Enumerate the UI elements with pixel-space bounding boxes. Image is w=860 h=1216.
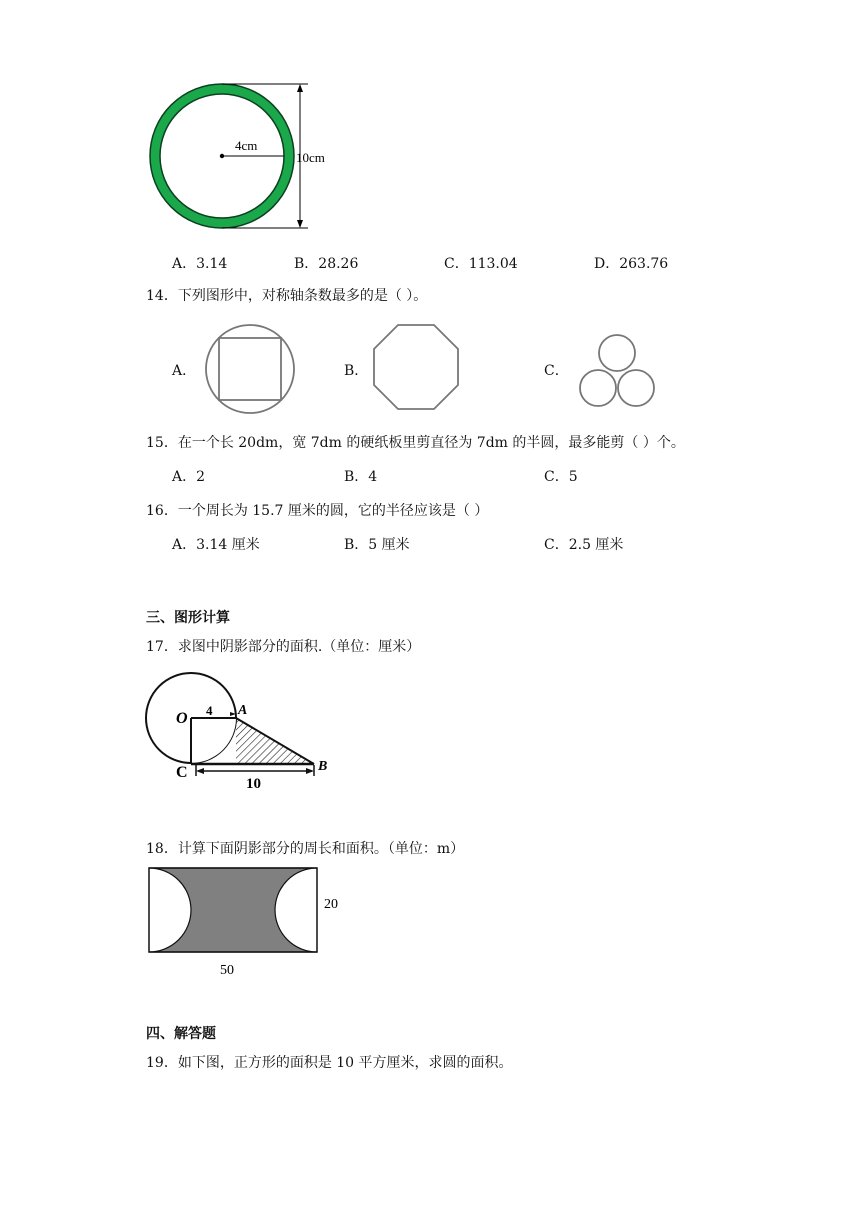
q15-stem: 15．在一个长 20dm，宽 7dm 的硬纸板里剪直径为 7dm 的半圆，最多能剪（ ）个。 — [146, 435, 685, 451]
label-4: 4 — [206, 703, 213, 718]
q18-stem: 18．计算下面阴影部分的周长和面积。（单位：m） — [146, 841, 465, 857]
arrow-left-icon — [196, 768, 204, 774]
q13-option-b[interactable]: B．28.26 — [294, 256, 359, 272]
q17-figure — [140, 670, 345, 795]
q15-option-a[interactable]: A．2 — [172, 469, 206, 485]
label-10: 10 — [246, 776, 261, 792]
octagon-shape — [374, 325, 458, 409]
diameter-label: 10cm — [296, 150, 325, 165]
radius-label: 4cm — [235, 138, 258, 153]
label-a: A — [238, 703, 248, 718]
q14-option-a[interactable]: A． — [172, 363, 197, 379]
label-o: O — [176, 710, 188, 727]
top-circle — [599, 335, 635, 371]
q17-stem: 17．求图中阴影部分的面积.（单位：厘米） — [146, 639, 421, 655]
q14-figure-c — [576, 333, 658, 409]
q16-option-c[interactable]: C．2.5 厘米 — [544, 537, 624, 553]
height-label: 20 — [324, 897, 338, 912]
inscribed-square — [219, 338, 281, 400]
q19-stem: 19．如下图，正方形的面积是 10 平方厘米，求圆的面积。 — [146, 1055, 513, 1071]
q16-option-a[interactable]: A．3.14 厘米 — [172, 537, 260, 553]
arrow-right-icon — [306, 768, 314, 774]
q14-figure-a — [204, 323, 296, 415]
q16-option-b[interactable]: B．5 厘米 — [344, 537, 410, 553]
q13-option-c[interactable]: C．113.04 — [444, 256, 518, 272]
q14-option-b[interactable]: B． — [344, 363, 369, 379]
q13-ring-figure — [140, 80, 340, 235]
q13-option-a[interactable]: A．3.14 — [172, 256, 228, 272]
q14-stem: 14．下列图形中，对称轴条数最多的是（ ）。 — [146, 288, 428, 304]
section-4-heading: 四、解答题 — [146, 1026, 216, 1042]
bottom-right-circle — [618, 370, 654, 406]
bottom-left-circle — [580, 370, 616, 406]
width-label: 50 — [220, 963, 234, 978]
q15-option-b[interactable]: B．4 — [344, 469, 378, 485]
q18-figure — [140, 862, 355, 980]
q15-option-c[interactable]: C．5 — [544, 469, 578, 485]
q13-option-d[interactable]: D．263.76 — [594, 256, 669, 272]
label-b: B — [318, 759, 328, 774]
arrow-down-icon — [297, 220, 303, 228]
q16-stem: 16．一个周长为 15.7 厘米的圆，它的半径应该是（ ） — [146, 503, 489, 519]
q14-figure-b — [372, 323, 460, 411]
shaded-region-arc-mask — [191, 718, 236, 763]
shaded-region — [149, 868, 317, 952]
label-c: C — [176, 764, 188, 781]
arrow-up-icon — [297, 84, 303, 92]
q14-option-c[interactable]: C． — [544, 363, 569, 379]
section-3-heading: 三、图形计算 — [146, 610, 230, 626]
